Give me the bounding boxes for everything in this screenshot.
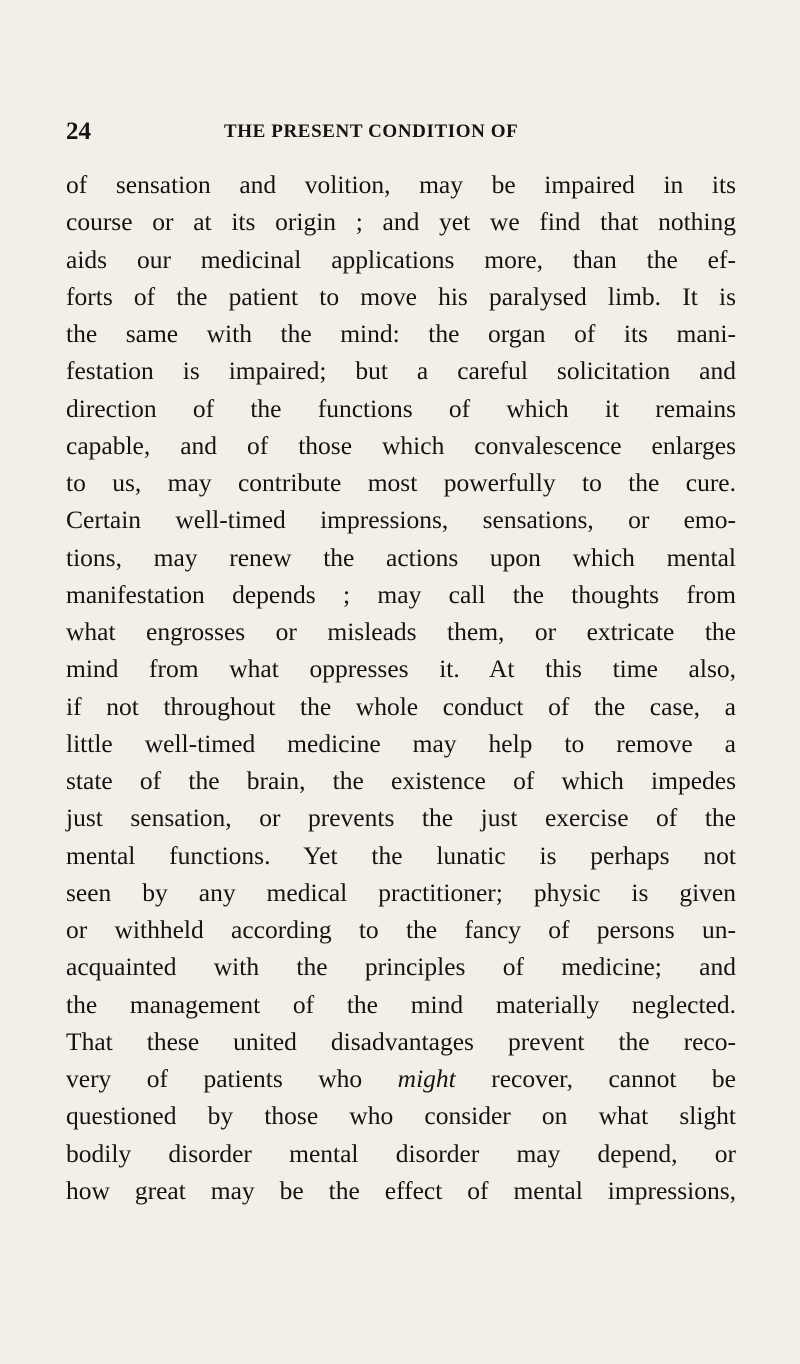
text-fragment: recover, cannot be	[491, 1064, 736, 1093]
text-line: of sensation and volition, may be impaired in its	[66, 170, 736, 199]
text-line: aids our medicinal applications more, than the ef-	[66, 244, 736, 274]
text-line: festation is impaired; but a careful solicitation and	[66, 356, 736, 386]
text-line: state of the brain, the existence of which impedes	[66, 766, 736, 795]
text-line: questioned by those who consider on what slight	[66, 1101, 736, 1131]
body-paragraph	[66, 166, 736, 1209]
text-line: manifestation depends ; may call the thoughts from	[66, 579, 736, 609]
running-title: THE PRESENT CONDITION OF	[224, 121, 519, 142]
text-line: seen by any medical practitioner; physic is given	[66, 877, 736, 907]
text-line: bodily disorder mental disorder may depend, or	[66, 1138, 736, 1168]
text-line: what engrosses or misleads them, or extricate the	[66, 617, 736, 646]
text-line: the same with the mind: the organ of its mani-	[66, 319, 736, 348]
text-line: to us, may contribute most powerfully to the cure.	[66, 468, 736, 497]
text-line-with-italic	[66, 1060, 736, 1097]
page-number: 24	[66, 118, 91, 145]
text-line: direction of the functions of which it remains	[66, 393, 736, 423]
text-fragment: very of patients who	[66, 1064, 363, 1093]
text-line: if not throughout the whole conduct of the case, a	[66, 691, 736, 721]
text-line: acquainted with the principles of medicine; and	[66, 952, 736, 982]
text-line: how great may be the effect of mental impressions,	[66, 1175, 736, 1205]
text-line: course or at its origin ; and yet we find that nothing	[66, 207, 736, 237]
text-line: That these united disadvantages prevent the reco-	[66, 1026, 736, 1056]
italic-word: might	[397, 1064, 456, 1093]
text-line: Certain well-timed impressions, sensations, or emo-	[66, 505, 736, 535]
text-line: forts of the patient to move his paralysed limb. It is	[66, 281, 736, 311]
text-line: tions, may renew the actions upon which mental	[66, 542, 736, 572]
text-line: little well-timed medicine may help to remove a	[66, 728, 736, 758]
text-line: or withheld according to the fancy of persons un-	[66, 915, 736, 944]
text-line: just sensation, or prevents the just exercise of the	[66, 803, 736, 833]
text-line: mind from what oppresses it. At this time also,	[66, 654, 736, 684]
running-header	[66, 116, 726, 148]
text-line: mental functions. Yet the lunatic is perhaps not	[66, 840, 736, 870]
text-line: the management of the mind materially neglected.	[66, 989, 736, 1019]
text-line: capable, and of those which convalescence enlarges	[66, 430, 736, 460]
